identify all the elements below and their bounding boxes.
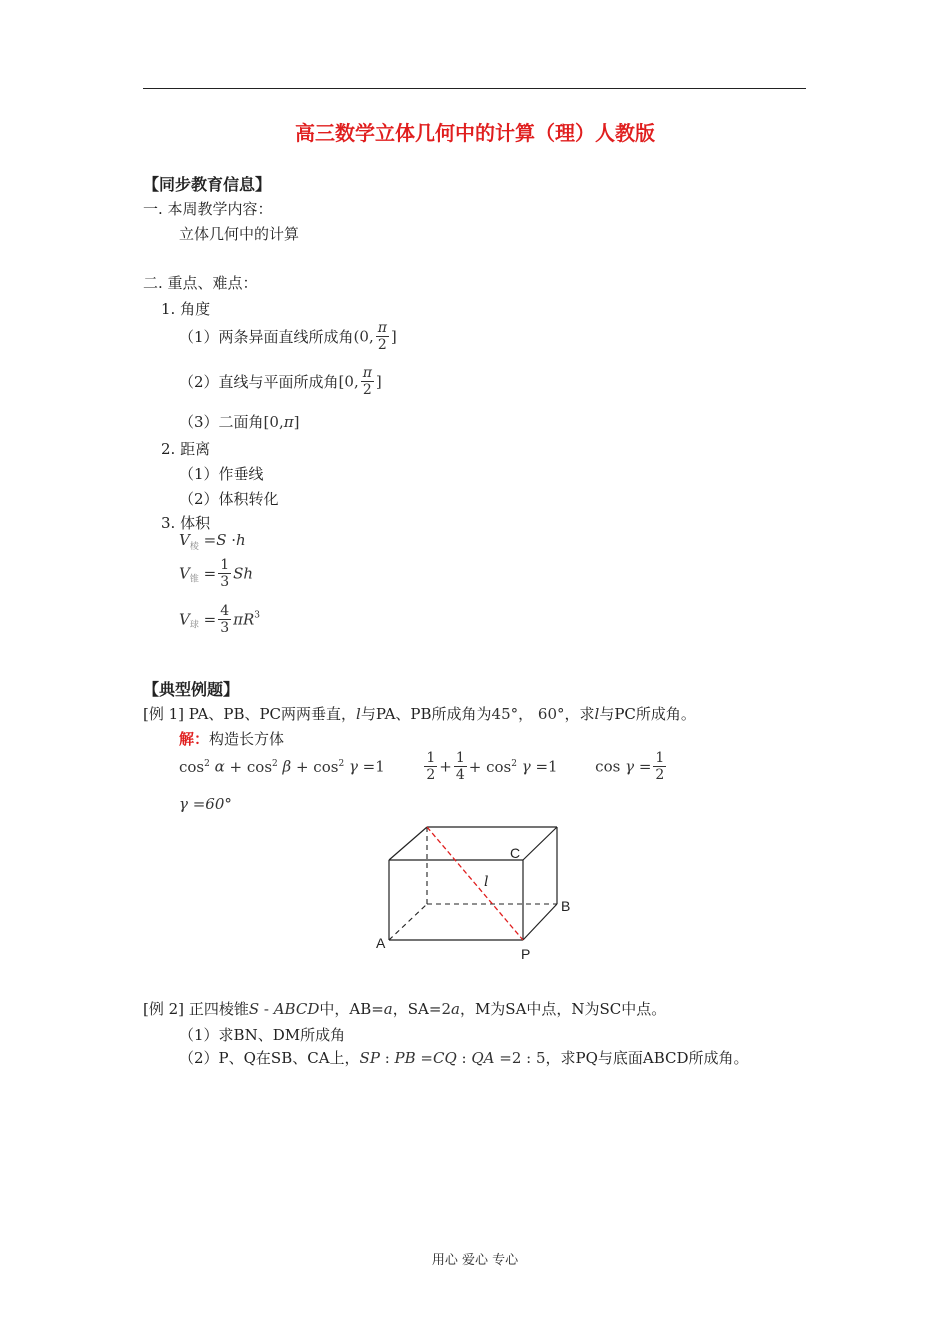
example-1-result: γ =60° xyxy=(179,795,232,813)
distance-item-2: （2）体积转化 xyxy=(179,490,279,508)
example-1-statement: [例 1] PA、PB、PC两两垂直，l与PA、PB所成角为45°， 60°，求l与PC所成角。 xyxy=(143,705,696,723)
example-2-statement: [例 2] 正四棱锥S - ABCD中，AB=a，SA=2a，M为SA中点，N为SC中点。 xyxy=(143,1000,667,1018)
example-2-question-1: （1）求BN、DM所成角 xyxy=(179,1026,346,1044)
angle-item-1: （1）两条异面直线所成角(0, $\frac{\pi}{2}$ ] xyxy=(179,320,397,353)
diagonal-line-l xyxy=(427,827,523,940)
example-1-solution: 解：构造长方体 xyxy=(179,730,285,748)
distance-item-1: （1）作垂线 xyxy=(179,465,264,483)
volume-label: 3. 体积 xyxy=(161,514,211,532)
example-1-equations: $\cos^2 \alpha + \cos^2 \beta + \cos^2 \gamma =1$ $\frac{1}{2}$ + $\frac{1}{4}$ + $\cos^2 \gamma =1$ cos γ = $\frac{1}{2}$ xyxy=(179,750,665,783)
label-B: B xyxy=(561,898,571,914)
examples-heading: 【典型例题】 xyxy=(143,680,240,699)
page-footer: 用心 爱心 专心 xyxy=(431,1253,519,1268)
volume-formula-sphere: $V_球$ = $\frac{4}{3}$ $\pi R^3$ xyxy=(179,603,261,636)
volume-formula-prism: $V_棱 =S \cdot h$ xyxy=(179,531,246,552)
distance-label: 2. 距离 xyxy=(161,440,211,458)
item1-label: 一. 本周教学内容： xyxy=(143,200,273,218)
label-A: A xyxy=(376,935,386,951)
angle-label: 1. 角度 xyxy=(161,300,211,318)
label-C: C xyxy=(510,845,521,861)
rectangular-box-figure xyxy=(370,822,580,964)
example-2-question-2: （2）P、Q在SB、CA上，SP : PB =CQ : QA =2 : 5，求PQ与底面ABCD所成角。 xyxy=(179,1049,749,1067)
angle-item-2: （2）直线与平面所成角[0, $\frac{\pi}{2}$ ] xyxy=(179,365,382,398)
item2-label: 二. 重点、难点： xyxy=(143,274,258,292)
sync-info-heading: 【同步教育信息】 xyxy=(143,175,272,194)
item1-text: 立体几何中的计算 xyxy=(179,225,300,243)
page-title: 高三数学立体几何中的计算（理）人教版 xyxy=(295,121,655,145)
label-P: P xyxy=(521,946,531,962)
angle-item-3: （3）二面角[0,π] xyxy=(179,413,300,431)
header-rule xyxy=(143,88,806,89)
volume-formula-pyramid: $V_锥$ = $\frac{1}{3}$ Sh xyxy=(179,557,254,590)
label-l: l xyxy=(484,874,489,890)
